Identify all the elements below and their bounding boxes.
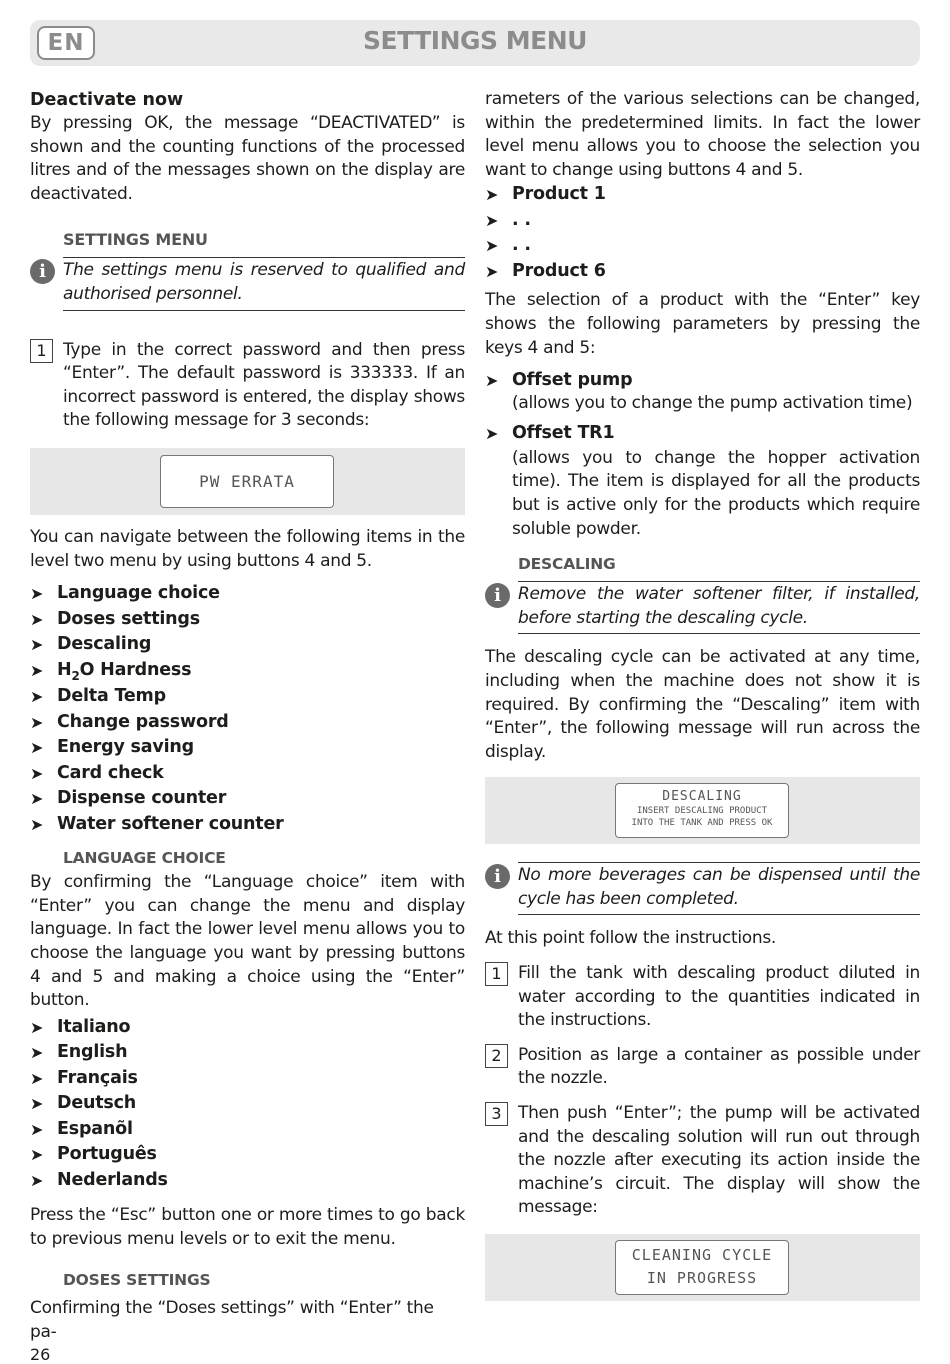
arrow-icon: ➤ xyxy=(30,814,44,834)
display-panel xyxy=(485,1234,920,1301)
descaling-note-text: Remove the water softener filter, if installed, before starting the descaling cycle. xyxy=(518,581,920,634)
arrow-icon: ➤ xyxy=(485,185,499,205)
list-item: ➤ Change password xyxy=(30,710,465,736)
list-item: ➤ Water softener counter xyxy=(30,812,465,838)
arrow-icon: ➤ xyxy=(30,712,44,732)
step-text: Then push “Enter”; the pump will be activated and the descaling solution will run out through the nozzle after executing its action inside the machine’s circuit. The display will show the message: xyxy=(518,1103,920,1218)
arrow-icon: ➤ xyxy=(485,261,499,281)
menu-items-list xyxy=(30,581,465,837)
language-text: By confirming the “Language choice” item with “Enter” you can change the menu and display language. In fact the lower level menu allows you to choose the language you want by pressing buttons 4 and 5 and making a choice using the “Enter” button. xyxy=(30,872,465,1011)
step-1 xyxy=(30,339,465,433)
step-1 xyxy=(485,962,920,1033)
list-item: ➤ Offset pump xyxy=(485,368,920,394)
arrow-icon: ➤ xyxy=(485,210,499,230)
step-number: 1 xyxy=(485,962,508,986)
list-item: ➤ Deutsch xyxy=(30,1091,465,1117)
products-list xyxy=(485,182,920,284)
arrow-icon: ➤ xyxy=(30,1119,44,1139)
step-text: Position as large a container as possible under the nozzle. xyxy=(518,1044,920,1089)
arrow-icon: ➤ xyxy=(30,635,44,655)
arrow-icon: ➤ xyxy=(485,424,499,444)
info-icon: i xyxy=(485,864,510,889)
info-icon: i xyxy=(485,583,510,608)
h2o-hardness-label: $H_2O$ Hardness xyxy=(57,659,192,683)
list-item: ➤ Nederlands xyxy=(30,1168,465,1194)
no-more-note xyxy=(485,862,920,915)
list-item: ➤ . . xyxy=(485,208,920,234)
lcd-display xyxy=(615,783,789,838)
settings-menu-heading: SETTINGS MENU xyxy=(63,230,208,250)
lcd-line: DESCALING xyxy=(662,789,742,805)
languages-list xyxy=(30,1015,465,1194)
offset-tr1-item xyxy=(485,421,920,447)
list-item: ➤ Delta Temp xyxy=(30,684,465,710)
list-item: ➤ Card check xyxy=(30,761,465,787)
arrow-icon: ➤ xyxy=(30,1017,44,1037)
deactivate-text: By pressing OK, the message “DEACTIVATED” is shown and the counting functions of the processed litres and of the messages shown on the display are deactivated. xyxy=(30,113,465,204)
navigate-text: You can navigate between the following items in the level two menu by using buttons 4 and 5. xyxy=(30,526,465,571)
deactivate-title: Deactivate now xyxy=(30,90,184,110)
list-item: ➤ Dispense counter xyxy=(30,786,465,812)
offset-tr1-text: (allows you to change the hopper activation time). The item is displayed for all the products but is active only for the products which require soluble powder. xyxy=(512,447,920,539)
arrow-icon: ➤ xyxy=(30,687,44,707)
arrow-icon: ➤ xyxy=(30,1170,44,1190)
descaling-heading: DESCALING xyxy=(518,555,616,574)
arrow-icon: ➤ xyxy=(485,371,499,391)
step-3 xyxy=(485,1102,920,1220)
step-number: 2 xyxy=(485,1044,508,1068)
step-2 xyxy=(485,1044,920,1091)
list-item: ➤ Product 6 xyxy=(485,259,920,285)
arrow-icon: ➤ xyxy=(30,763,44,783)
language-choice-heading: LANGUAGE CHOICE xyxy=(63,849,226,868)
lcd-display: PW ERRATA xyxy=(160,455,334,508)
page-title: SETTINGS MENU xyxy=(363,26,587,55)
page-number: 26 xyxy=(30,1345,51,1364)
descaling-text: The descaling cycle can be activated at any time, including when the machine does not show it is required. By confirming the “Descaling” item with “Enter”, the following message will run across the display. xyxy=(485,647,920,762)
list-item: ➤ Français xyxy=(30,1066,465,1092)
page-header xyxy=(30,20,920,66)
arrow-icon: ➤ xyxy=(30,789,44,809)
doses-settings-heading: DOSES SETTINGS xyxy=(63,1271,211,1290)
arrow-icon: ➤ xyxy=(485,236,499,256)
display-panel xyxy=(485,777,920,844)
lcd-line: INTO THE TANK AND PRESS OK xyxy=(631,818,773,829)
list-item: ➤ Descaling xyxy=(30,632,465,658)
arrow-icon: ➤ xyxy=(30,738,44,758)
lcd-line: IN PROGRESS xyxy=(646,1269,758,1287)
arrow-icon: ➤ xyxy=(30,584,44,604)
esc-text: Press the “Esc” button one or more times to go back to previous menu levels or to exit the menu. xyxy=(30,1205,465,1249)
list-item: ➤ Português xyxy=(30,1142,465,1168)
descaling-note xyxy=(485,581,920,634)
at-this-point-text: At this point follow the instructions. xyxy=(485,928,776,949)
list-item: ➤ Espanõl xyxy=(30,1117,465,1143)
right-column xyxy=(485,88,920,1301)
arrow-icon: ➤ xyxy=(30,660,44,680)
continued-text: rameters of the various selections can be changed, within the predetermined limits. In fact the lower level menu allows you to choose the selection you want to change using buttons 4 and 5. xyxy=(485,89,920,180)
doses-text: Confirming the “Doses settings” with “Enter” the pa- xyxy=(30,1298,434,1342)
selection-text: The selection of a product with the “Enter” key shows the following parameters by pressing the keys 4 and 5: xyxy=(485,290,920,358)
left-column xyxy=(30,88,465,1345)
offset-pump-text: (allows you to change the pump activation time) xyxy=(512,392,913,413)
list-item: ➤ Offset TR1 xyxy=(485,421,920,447)
list-item: ➤ Product 1 xyxy=(485,182,920,208)
arrow-icon: ➤ xyxy=(30,1068,44,1088)
arrow-icon: ➤ xyxy=(30,1094,44,1114)
lcd-line: INSERT DESCALING PRODUCT xyxy=(636,806,768,817)
arrow-icon: ➤ xyxy=(30,1043,44,1063)
list-item: ➤ Italiano xyxy=(30,1015,465,1041)
list-item xyxy=(30,658,465,685)
lcd-line: CLEANING CYCLE xyxy=(631,1246,773,1264)
list-item: ➤ Language choice xyxy=(30,581,465,607)
list-item: ➤ English xyxy=(30,1040,465,1066)
settings-note xyxy=(30,257,465,310)
step-text: Type in the correct password and then press “Enter”. The default password is 333333. If an incorrect password is entered, the display shows the following message for 3 seconds: xyxy=(63,339,465,431)
arrow-icon: ➤ xyxy=(30,609,44,629)
step-number: 1 xyxy=(30,339,53,363)
info-icon: i xyxy=(30,259,55,284)
step-number: 3 xyxy=(485,1102,508,1126)
settings-note-text: The settings menu is reserved to qualified and authorised personnel. xyxy=(63,257,465,310)
list-item: ➤ Energy saving xyxy=(30,735,465,761)
offset-pump-item xyxy=(485,368,920,394)
step-text: Fill the tank with descaling product diluted in water according to the quantities indicated in the instructions. xyxy=(518,963,920,1031)
list-item: ➤ Doses settings xyxy=(30,607,465,633)
no-more-note-text: No more beverages can be dispensed until the cycle has been completed. xyxy=(518,862,920,915)
arrow-icon: ➤ xyxy=(30,1145,44,1165)
language-badge: EN xyxy=(37,26,95,60)
list-item: ➤ . . xyxy=(485,233,920,259)
display-panel xyxy=(30,448,465,515)
lcd-display xyxy=(615,1240,789,1295)
